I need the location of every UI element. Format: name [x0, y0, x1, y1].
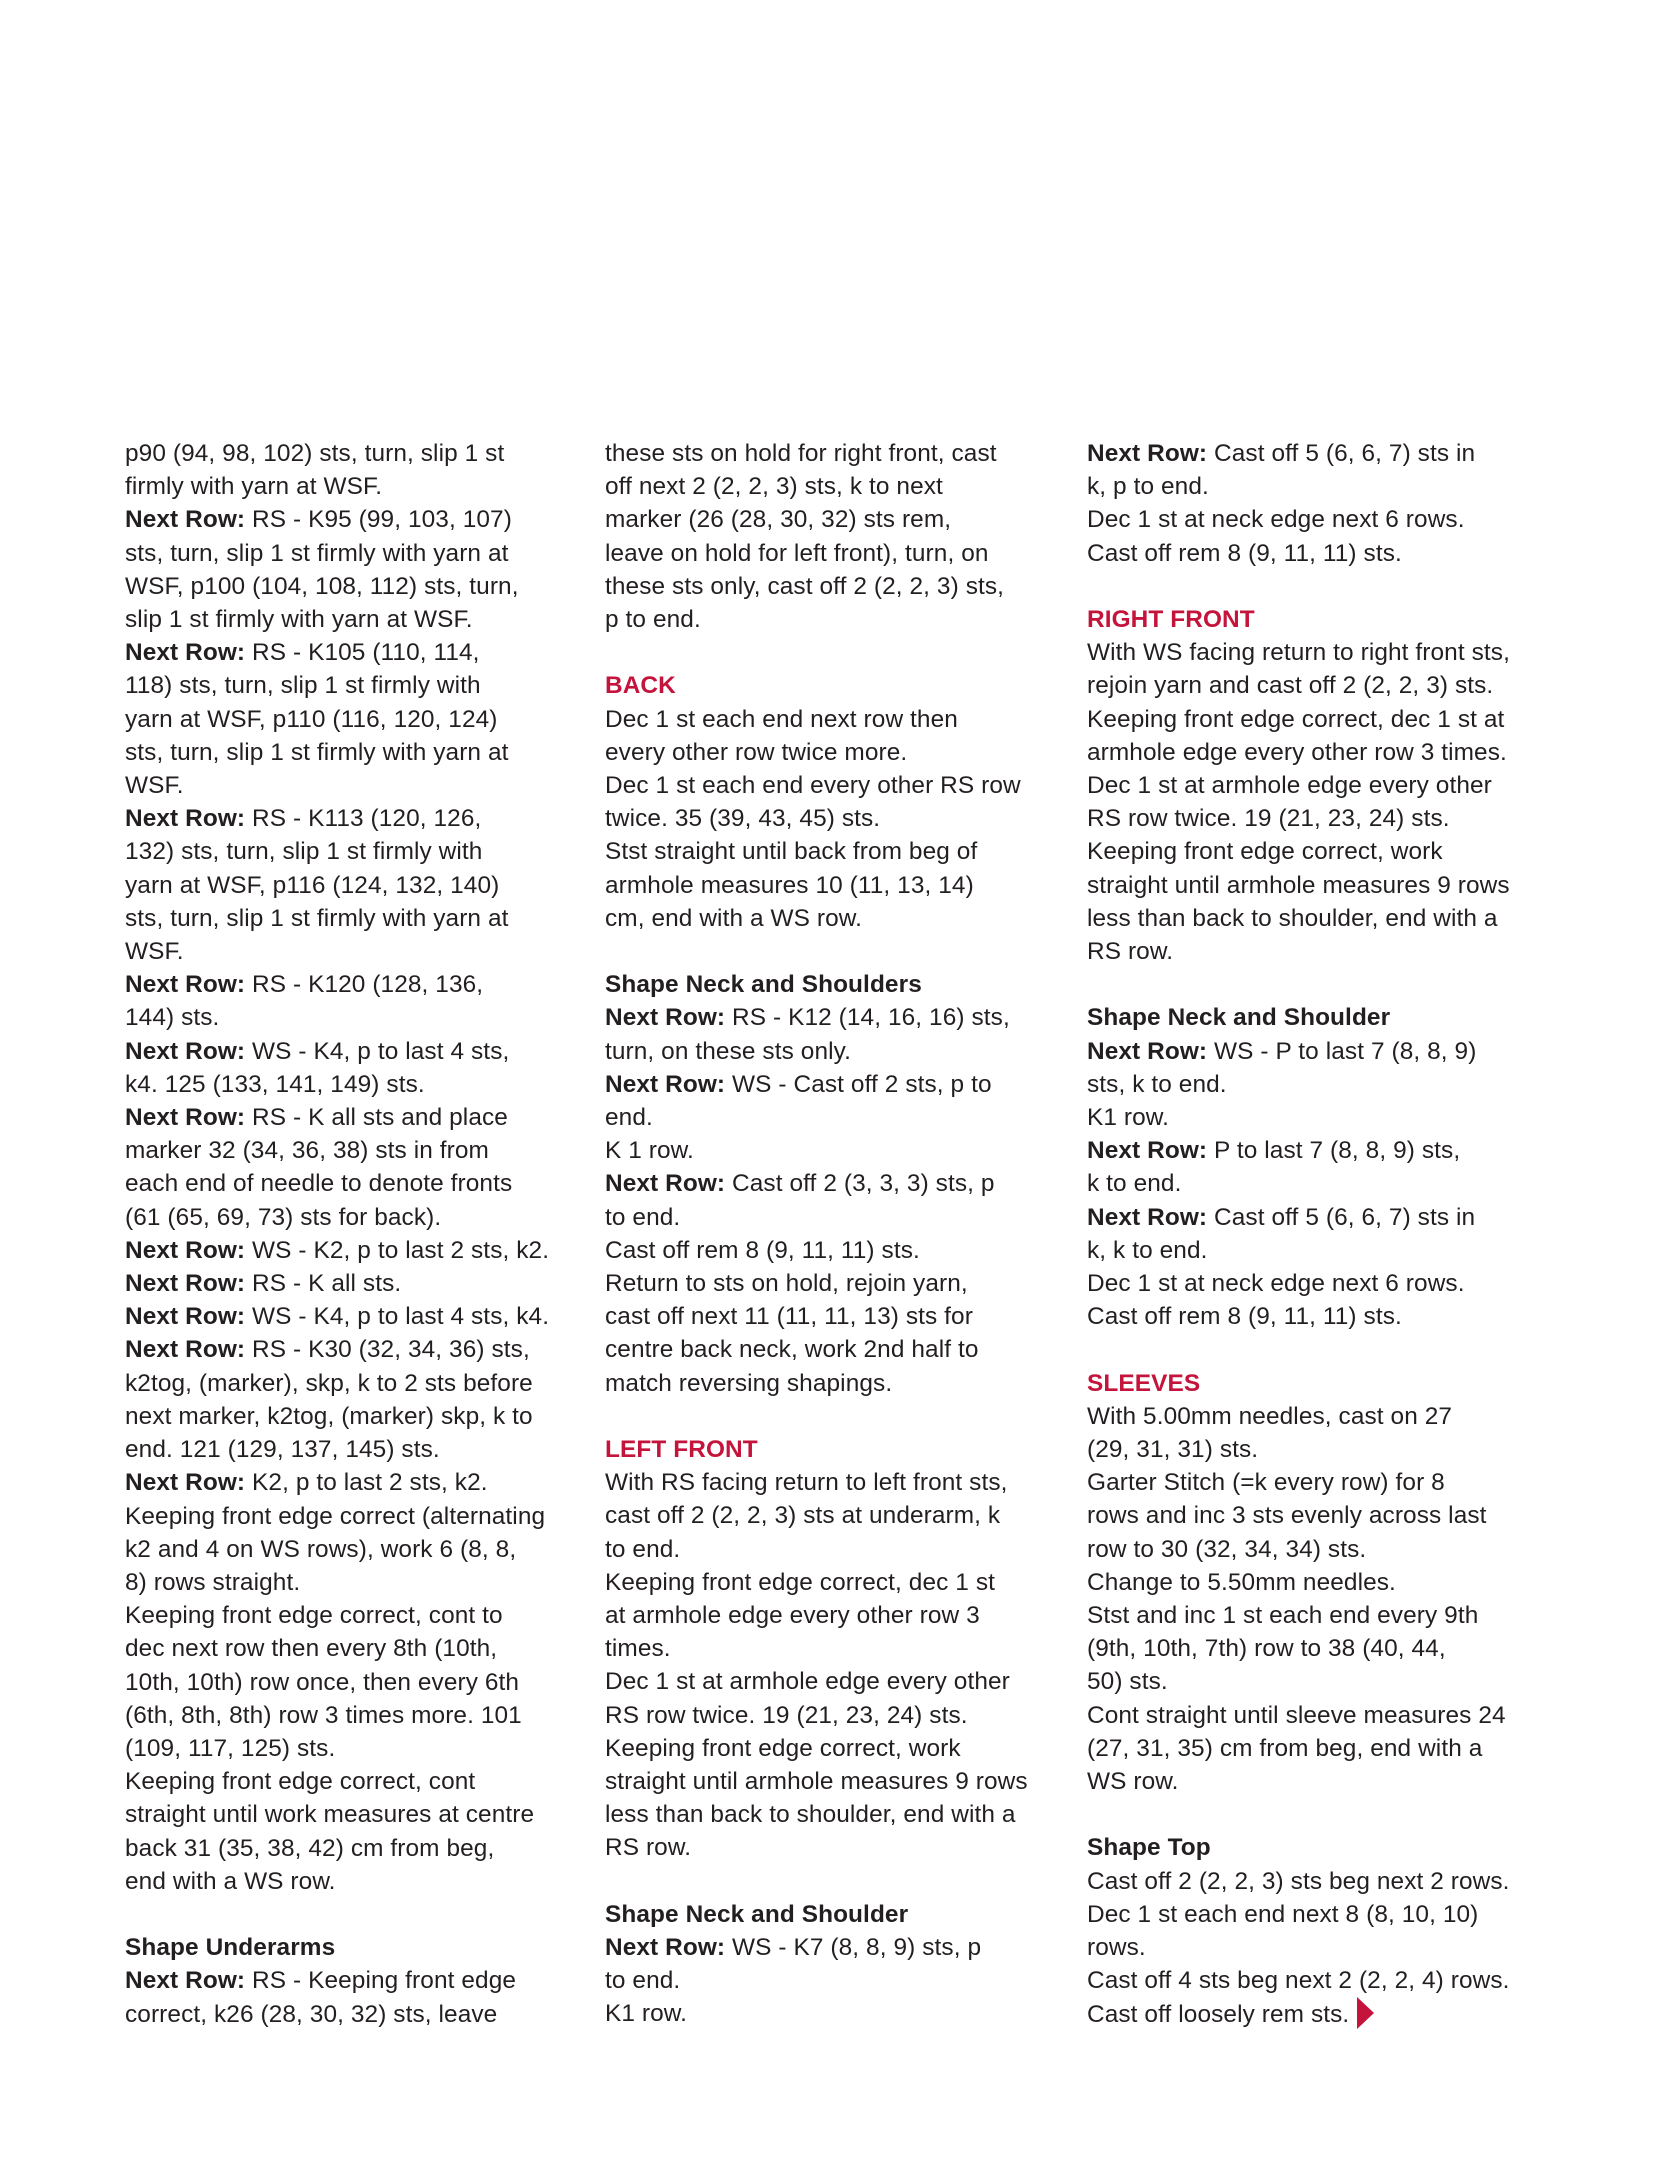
text-line [125, 669, 575, 702]
text-line [125, 1632, 575, 1665]
line-text: WS - K4, p to last 4 sts, [245, 1037, 510, 1065]
line-text: Keeping front edge correct, work [605, 1734, 961, 1762]
text-line [125, 1732, 575, 1765]
text-line [1087, 470, 1547, 503]
text-column-1 [125, 437, 575, 2031]
text-line [605, 835, 1060, 868]
line-text: k2 and 4 on WS rows), work 6 (8, 8, [125, 1535, 517, 1563]
row-label: Next Row: [605, 1934, 726, 1962]
line-text: match reversing shapings. [605, 1369, 893, 1397]
text-line [605, 1533, 1060, 1566]
text-line [1087, 1599, 1547, 1632]
line-text: p to end. [605, 606, 701, 634]
row-label: Next Row: [125, 1336, 246, 1364]
line-text: cast off 2 (2, 2, 3) sts at underarm, k [605, 1502, 1001, 1530]
text-line [125, 1964, 575, 1997]
line-text: Keeping front edge correct, dec 1 st at [1087, 705, 1505, 733]
line-text: off next 2 (2, 2, 3) sts, k to next [605, 473, 943, 501]
line-text: Dec 1 st each end next row then [605, 705, 958, 733]
row-label: Next Row: [605, 1070, 726, 1098]
text-line [1087, 1665, 1547, 1698]
line-text: marker 32 (34, 36, 38) sts in from [125, 1137, 489, 1165]
line-text: Cast off 2 (3, 3, 3) sts, p [725, 1170, 995, 1198]
line-text: 8) rows straight. [125, 1568, 301, 1596]
text-line [605, 869, 1060, 902]
text-line [605, 470, 1060, 503]
text-line [1087, 1632, 1547, 1665]
text-line [125, 769, 575, 802]
line-text: sts, turn, slip 1 st firmly with yarn at [125, 904, 509, 932]
text-line [605, 1699, 1060, 1732]
text-line [1087, 1732, 1547, 1765]
text-line [605, 902, 1060, 935]
row-label: Next Row: [125, 1469, 246, 1497]
text-line [605, 1599, 1060, 1632]
line-text: WS - K7 (8, 8, 9) sts, p [725, 1934, 982, 1962]
row-label: Next Row: [125, 1303, 246, 1331]
line-text: centre back neck, work 2nd half to [605, 1336, 979, 1364]
line-text: Keeping front edge correct, work [1087, 838, 1443, 866]
text-line [1087, 1765, 1547, 1798]
line-text: Dec 1 st at armhole edge every other [1087, 772, 1492, 800]
text-line [125, 1400, 575, 1433]
text-line [125, 1832, 575, 1865]
line-text: RS - K30 (32, 34, 36) sts, [245, 1336, 530, 1364]
line-text: WS - K2, p to last 2 sts, k2. [245, 1236, 550, 1264]
line-text: RS - K105 (110, 114, [245, 639, 480, 667]
text-line [125, 503, 575, 536]
text-line [1087, 736, 1547, 769]
text-line [125, 1533, 575, 1566]
line-text: K2, p to last 2 sts, k2. [245, 1469, 488, 1497]
line-text: Cast off 5 (6, 6, 7) sts in [1207, 440, 1476, 467]
line-text: Dec 1 st at neck edge next 6 rows. [1087, 506, 1465, 534]
line-text: to end. [605, 1203, 681, 1231]
line-text: each end of needle to denote fronts [125, 1170, 513, 1198]
line-text: WS row. [1087, 1768, 1179, 1796]
line-text: armhole edge every other row 3 times. [1087, 738, 1507, 766]
text-line [1087, 537, 1547, 570]
line-text: k4. 125 (133, 141, 149) sts. [125, 1070, 425, 1098]
line-text: cm, end with a WS row. [605, 904, 863, 932]
text-line [1087, 636, 1547, 669]
text-line [605, 1101, 1060, 1134]
row-label: Next Row: [125, 1037, 246, 1065]
text-line [605, 802, 1060, 835]
line-text: RS row twice. 19 (21, 23, 24) sts. [1087, 805, 1450, 833]
text-line [125, 968, 575, 1001]
text-line [605, 1765, 1060, 1798]
text-line [605, 769, 1060, 802]
line-text: turn, on these sts only. [605, 1037, 851, 1065]
text-line [605, 1997, 1060, 2030]
section-heading: SLEEVES [1087, 1369, 1201, 1397]
text-line [125, 437, 575, 470]
line-text: 144) sts. [125, 1004, 220, 1032]
text-line [605, 1466, 1060, 1499]
line-text: Cast off 4 sts beg next 2 (2, 2, 4) rows. [1087, 1967, 1510, 1995]
text-line [605, 703, 1060, 736]
line-text: rows and inc 3 sts evenly across last [1087, 1502, 1487, 1530]
text-line [125, 1035, 575, 1068]
line-text: to end. [605, 1535, 681, 1563]
line-text: WSF. [125, 938, 184, 966]
line-text: k to end. [1087, 1170, 1182, 1198]
text-line [125, 1466, 575, 1499]
text-line [125, 1699, 575, 1732]
text-line [605, 1333, 1060, 1366]
paragraph-gap [605, 935, 1060, 968]
line-text: Cont straight until sleeve measures 24 [1087, 1701, 1506, 1729]
text-line [605, 1798, 1060, 1831]
line-text: Cast off loosely rem sts. [1087, 2001, 1350, 2029]
text-line [1087, 869, 1547, 902]
text-line [125, 1101, 575, 1134]
line-text: sts, turn, slip 1 st firmly with yarn at [125, 539, 509, 567]
text-line [605, 1566, 1060, 1599]
row-label: Next Row: [125, 639, 246, 667]
line-text: (29, 31, 31) sts. [1087, 1436, 1259, 1464]
paragraph-gap [1087, 1798, 1547, 1831]
line-text: k2tog, (marker), skp, k to 2 sts before [125, 1369, 533, 1397]
row-label: Next Row: [1087, 1037, 1208, 1065]
paragraph-gap [125, 1898, 575, 1931]
text-line [605, 603, 1060, 636]
line-text: to end. [605, 1967, 681, 1995]
line-text: back 31 (35, 38, 42) cm from beg, [125, 1834, 495, 1862]
text-line [605, 570, 1060, 603]
row-label: Next Row: [1087, 440, 1208, 467]
text-line [605, 1201, 1060, 1234]
line-text: firmly with yarn at WSF. [125, 473, 383, 501]
line-text: armhole measures 10 (11, 13, 14) [605, 871, 974, 899]
line-text: Cast off 2 (2, 2, 3) sts beg next 2 rows. [1087, 1867, 1510, 1895]
line-text: (6th, 8th, 8th) row 3 times more. 101 [125, 1701, 522, 1729]
text-line [1087, 935, 1547, 968]
row-label: Next Row: [125, 805, 246, 833]
text-line [125, 736, 575, 769]
text-line [1087, 437, 1547, 470]
row-label: Next Row: [1087, 1203, 1208, 1231]
line-text: yarn at WSF, p110 (116, 120, 124) [125, 705, 498, 733]
text-line [1087, 769, 1547, 802]
line-text: correct, k26 (28, 30, 32) sts, leave [125, 2000, 498, 2028]
line-text: (9th, 10th, 7th) row to 38 (40, 44, [1087, 1635, 1446, 1663]
line-text: at armhole edge every other row 3 [605, 1602, 980, 1630]
line-text: yarn at WSF, p116 (124, 132, 140) [125, 871, 500, 899]
text-line [125, 1566, 575, 1599]
text-line [1087, 1566, 1547, 1599]
text-line [125, 636, 575, 669]
line-text: marker (26 (28, 30, 32) sts rem, [605, 506, 952, 534]
line-text: 50) sts. [1087, 1668, 1168, 1696]
line-text: every other row twice more. [605, 738, 908, 766]
line-text: end. 121 (129, 137, 145) sts. [125, 1436, 440, 1464]
line-text: Cast off rem 8 (9, 11, 11) sts. [605, 1236, 920, 1264]
line-text: less than back to shoulder, end with a [605, 1801, 1016, 1829]
paragraph-gap [605, 1400, 1060, 1433]
text-line [605, 1931, 1060, 1964]
text-line [605, 1001, 1060, 1034]
text-line [1087, 1201, 1547, 1234]
text-line [1087, 1068, 1547, 1101]
line-text: WS - Cast off 2 sts, p to [725, 1070, 992, 1098]
line-text: cast off next 11 (11, 11, 13) sts for [605, 1303, 973, 1331]
line-text: RS row. [605, 1834, 692, 1862]
text-line [125, 1599, 575, 1632]
line-text: K1 row. [605, 2000, 688, 2028]
line-text: Garter Stitch (=k every row) for 8 [1087, 1469, 1445, 1497]
text-line [605, 1134, 1060, 1167]
text-line [125, 835, 575, 868]
text-line [1087, 1865, 1547, 1898]
line-text: P to last 7 (8, 8, 9) sts, [1207, 1137, 1461, 1165]
text-line [125, 802, 575, 835]
text-line [605, 736, 1060, 769]
paragraph-gap [1087, 968, 1547, 1001]
line-text: Keeping front edge correct, cont [125, 1768, 476, 1796]
text-line [605, 1035, 1060, 1068]
section-heading: RIGHT FRONT [1087, 606, 1255, 633]
line-text: these sts on hold for right front, cast [605, 440, 997, 467]
line-text: 118) sts, turn, slip 1 st firmly with [125, 672, 481, 700]
line-text: twice. 35 (39, 43, 45) sts. [605, 805, 881, 833]
line-text: times. [605, 1635, 671, 1663]
row-label: Next Row: [125, 1236, 246, 1264]
line-text: rejoin yarn and cast off 2 (2, 2, 3) sts. [1087, 672, 1494, 700]
line-text: RS - K all sts and place [245, 1104, 508, 1132]
text-line [1087, 1400, 1547, 1433]
line-text: rows. [1087, 1934, 1146, 1962]
line-text: Keeping front edge correct, cont to [125, 1602, 503, 1630]
text-line [605, 503, 1060, 536]
text-line [1087, 1300, 1547, 1333]
line-text: 132) sts, turn, slip 1 st firmly with [125, 838, 483, 866]
line-text: RS - K120 (128, 136, [245, 971, 484, 999]
line-text: (61 (65, 69, 73) sts for back). [125, 1203, 442, 1231]
text-line [1087, 1964, 1547, 1997]
line-text: (27, 31, 35) cm from beg, end with a [1087, 1734, 1483, 1762]
row-label: Next Row: [125, 1104, 246, 1132]
text-line [125, 570, 575, 603]
text-line [125, 935, 575, 968]
text-line [125, 1167, 575, 1200]
text-line [1087, 1699, 1547, 1732]
line-text: k, k to end. [1087, 1236, 1208, 1264]
line-text: Cast off rem 8 (9, 11, 11) sts. [1087, 1303, 1402, 1331]
text-column-2 [605, 437, 1060, 2031]
text-line [125, 1367, 575, 1400]
text-line [125, 1666, 575, 1699]
text-line [1087, 669, 1547, 702]
text-line [1087, 1267, 1547, 1300]
line-text: next marker, k2tog, (marker) skp, k to [125, 1402, 533, 1430]
line-text: row to 30 (32, 34, 34) sts. [1087, 1535, 1367, 1563]
text-line [605, 437, 1060, 470]
text-line [605, 537, 1060, 570]
text-line [1087, 1931, 1547, 1964]
text-line [605, 1234, 1060, 1267]
text-line [125, 1865, 575, 1898]
line-text: RS row. [1087, 938, 1174, 966]
text-line [125, 1500, 575, 1533]
text-line [1087, 703, 1547, 736]
text-line [605, 1632, 1060, 1665]
text-line [125, 537, 575, 570]
text-line [1087, 802, 1547, 835]
line-text: With RS facing return to left front sts, [605, 1469, 1008, 1497]
row-label: Next Row: [605, 1170, 726, 1198]
line-text: sts, turn, slip 1 st firmly with yarn at [125, 738, 509, 766]
line-text: Cast off 5 (6, 6, 7) sts in [1207, 1203, 1476, 1231]
line-text: K1 row. [1087, 1104, 1170, 1132]
text-line [1087, 1134, 1547, 1167]
text-line [125, 1998, 575, 2031]
line-text: WS - K4, p to last 4 sts, k4. [245, 1303, 550, 1331]
subsection-heading: Shape Neck and Shoulders [605, 971, 922, 999]
line-text: end. [605, 1104, 653, 1132]
line-text: 10th, 10th) row once, then every 6th [125, 1668, 520, 1696]
text-line [125, 1765, 575, 1798]
continue-arrow-icon [1357, 1997, 1374, 2029]
line-text: RS - K12 (14, 16, 16) sts, [725, 1004, 1010, 1032]
paragraph-gap [605, 636, 1060, 669]
text-line [125, 1433, 575, 1466]
line-text: leave on hold for left front), turn, on [605, 539, 989, 567]
line-text: WS - P to last 7 (8, 8, 9) [1207, 1037, 1477, 1065]
line-text: straight until armhole measures 9 rows [1087, 871, 1510, 899]
text-line [125, 1300, 575, 1333]
text-line [1087, 1499, 1547, 1532]
line-text: Dec 1 st at neck edge next 6 rows. [1087, 1270, 1465, 1298]
paragraph-gap [605, 1865, 1060, 1898]
line-text: straight until armhole measures 9 rows [605, 1768, 1028, 1796]
text-line [1087, 1035, 1547, 1068]
text-line [125, 470, 575, 503]
text-line [605, 1167, 1060, 1200]
section-heading: LEFT FRONT [605, 1436, 758, 1464]
text-line [125, 869, 575, 902]
text-line [1087, 1898, 1547, 1931]
text-line [125, 1234, 575, 1267]
line-text: RS - K95 (99, 103, 107) [245, 506, 512, 534]
text-line [605, 1732, 1060, 1765]
text-line [605, 1300, 1060, 1333]
line-text: slip 1 st firmly with yarn at WSF. [125, 606, 473, 634]
line-text: WSF. [125, 772, 184, 800]
line-text: Dec 1 st each end next 8 (8, 10, 10) [1087, 1900, 1479, 1928]
text-column-3 [1087, 437, 1547, 2032]
text-line [125, 902, 575, 935]
text-line [1087, 503, 1547, 536]
line-text: Stst straight until back from beg of [605, 838, 978, 866]
text-line [125, 603, 575, 636]
paragraph-gap [1087, 570, 1547, 603]
line-text: RS - Keeping front edge [245, 1967, 517, 1995]
line-text: RS row twice. 19 (21, 23, 24) sts. [605, 1701, 968, 1729]
paragraph-gap [1087, 1333, 1547, 1366]
text-line [1087, 1167, 1547, 1200]
line-text: p90 (94, 98, 102) sts, turn, slip 1 st [125, 440, 505, 467]
line-text: these sts only, cast off 2 (2, 2, 3) sts, [605, 572, 1005, 600]
line-text: RS - K113 (120, 126, [245, 805, 482, 833]
text-line [605, 1665, 1060, 1698]
line-text: less than back to shoulder, end with a [1087, 904, 1498, 932]
line-text: With WS facing return to right front sts, [1087, 639, 1510, 667]
text-line [125, 1001, 575, 1034]
text-line [605, 1831, 1060, 1864]
text-line [1087, 1234, 1547, 1267]
text-line [1087, 835, 1547, 868]
line-text: With 5.00mm needles, cast on 27 [1087, 1402, 1453, 1430]
text-line [125, 1068, 575, 1101]
text-line [605, 1964, 1060, 1997]
text-line [1087, 1997, 1547, 2031]
subsection-heading: Shape Neck and Shoulder [605, 1900, 909, 1928]
line-text: sts, k to end. [1087, 1070, 1227, 1098]
line-text: dec next row then every 8th (10th, [125, 1635, 498, 1663]
row-label: Next Row: [125, 506, 246, 534]
line-text: Return to sts on hold, rejoin yarn, [605, 1270, 968, 1298]
line-text: Stst and inc 1 st each end every 9th [1087, 1602, 1479, 1630]
text-line [125, 1798, 575, 1831]
row-label: Next Row: [1087, 1137, 1208, 1165]
line-text: k, p to end. [1087, 473, 1209, 501]
text-line [125, 1134, 575, 1167]
line-text: straight until work measures at centre [125, 1801, 535, 1829]
line-text: Dec 1 st each end every other RS row [605, 772, 1021, 800]
subsection-heading: Shape Neck and Shoulder [1087, 1004, 1391, 1032]
text-line [125, 1333, 575, 1366]
text-line [1087, 902, 1547, 935]
row-label: Next Row: [605, 1004, 726, 1032]
text-line [1087, 1466, 1547, 1499]
line-text: K 1 row. [605, 1137, 694, 1165]
line-text: Keeping front edge correct (alternating [125, 1502, 546, 1530]
section-heading: BACK [605, 672, 676, 700]
text-line [1087, 1101, 1547, 1134]
text-line [1087, 1533, 1547, 1566]
row-label: Next Row: [125, 1967, 246, 1995]
text-line [605, 1367, 1060, 1400]
text-line [1087, 1433, 1547, 1466]
text-line [125, 1267, 575, 1300]
row-label: Next Row: [125, 971, 246, 999]
line-text: RS - K all sts. [245, 1270, 402, 1298]
row-label: Next Row: [125, 1270, 246, 1298]
line-text: WSF, p100 (104, 108, 112) sts, turn, [125, 572, 519, 600]
text-line [605, 1267, 1060, 1300]
text-line [605, 1068, 1060, 1101]
line-text: (109, 117, 125) sts. [125, 1734, 336, 1762]
line-text: end with a WS row. [125, 1867, 336, 1895]
line-text: Keeping front edge correct, dec 1 st [605, 1568, 996, 1596]
line-text: Change to 5.50mm needles. [1087, 1568, 1396, 1596]
text-line [125, 1201, 575, 1234]
text-line [125, 703, 575, 736]
line-text: Cast off rem 8 (9, 11, 11) sts. [1087, 539, 1402, 567]
line-text: Dec 1 st at armhole edge every other [605, 1668, 1010, 1696]
text-line [605, 1499, 1060, 1532]
subsection-heading: Shape Underarms [125, 1934, 336, 1962]
subsection-heading: Shape Top [1087, 1834, 1211, 1862]
